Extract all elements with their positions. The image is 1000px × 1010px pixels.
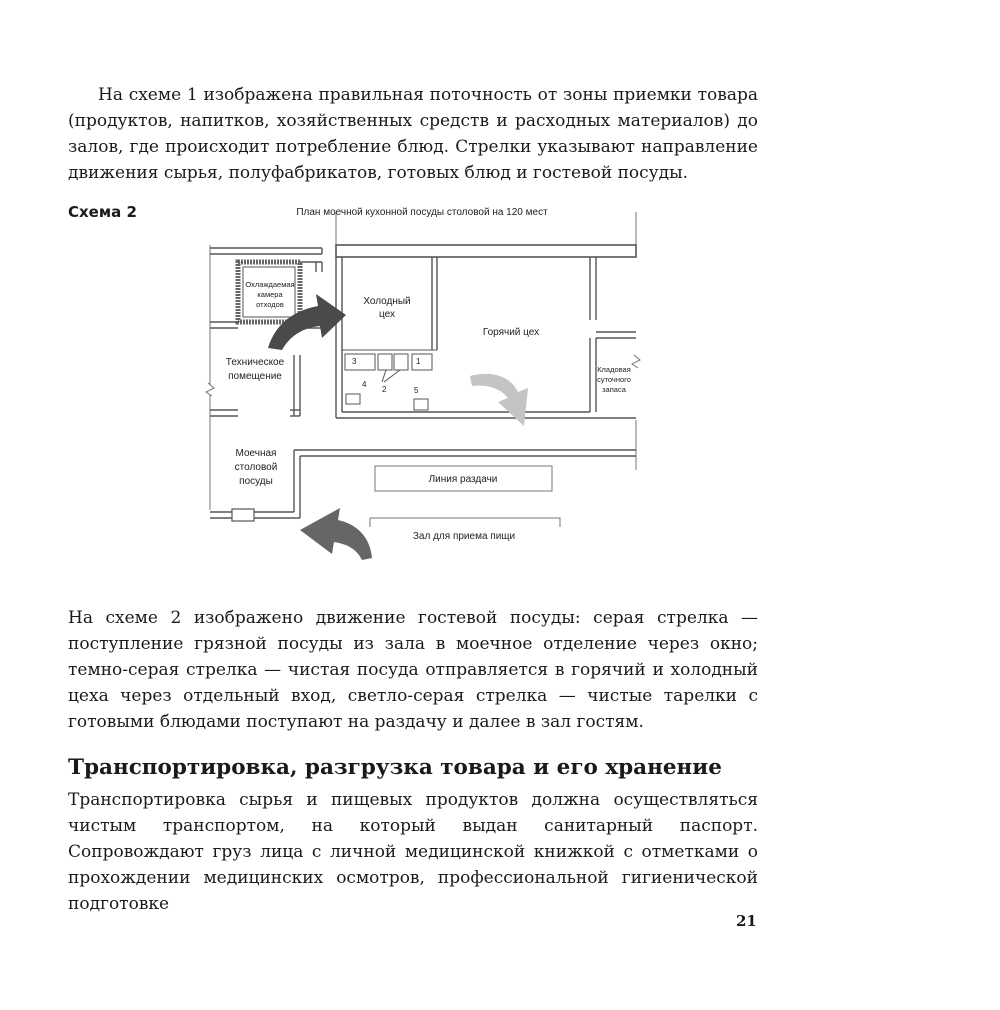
equipment-number-5: 5: [414, 386, 419, 395]
label-dining-hall: Зал для приема пищи: [412, 531, 516, 542]
label-cold-chamber-3: отходов: [256, 300, 284, 309]
equipment-number-2: 2: [382, 385, 387, 394]
label-pantry-2: суточного: [597, 375, 631, 384]
equipment-number-3: 3: [352, 357, 357, 366]
room-labels: [226, 280, 631, 542]
page-number: 21: [736, 912, 757, 930]
equipment-number-4: 4: [362, 380, 367, 389]
plan-title: План моечной кухонной посуды столовой на 120 мест: [296, 207, 548, 218]
transport-paragraph: Транспортировка сырья и пищевых продуктов должна осуществляться чистым транспортом, на который выдан санитарный паспорт. Сопровождают груз лица с личной медицинской книжкой с отметками о прохождении медицинских осмотров, профессиональной гигиенической подготовке: [68, 790, 758, 914]
label-technical-1: Техническое: [225, 357, 285, 368]
equipment-number-1: 1: [416, 357, 421, 366]
label-washing-1: Моечная: [235, 448, 277, 459]
label-serving-line: Линия раздачи: [428, 474, 498, 485]
label-washing-2: столовой: [234, 462, 278, 473]
label-cold-shop-1: Холодный: [363, 296, 411, 307]
label-pantry-3: запаса: [602, 385, 626, 394]
label-technical-2: помещение: [228, 371, 282, 382]
label-washing-3: посуды: [239, 476, 273, 487]
scheme-description-paragraph: На схеме 2 изображено движение гостевой посуды: серая стрелка — поступление грязной посуды из зала в моечное отделение через окно; темно-серая стрелка — чистая посуда отправляется в горячий и холодный цеха через отдельный вход, светло-серая стрелка — чистые тарелки с готовыми блюдами поступают на раздачу и далее в зал гостям.: [68, 608, 758, 732]
label-pantry-1: Кладовая: [597, 365, 631, 374]
label-hot-shop: Горячий цех: [482, 327, 540, 338]
intro-paragraph: На схеме 1 изображена правильная поточность от зоны приемки товара (продуктов, напитков, хозяйственных средств и расходных материалов) до залов, где происходит потребление блюд. Стрелки указывают направление движения сырья, полуфабрикатов, готовых блюд и гостевой посуды.: [68, 85, 758, 183]
grey-arrow-dirty-dishes: [300, 508, 372, 560]
label-cold-chamber-2: камера: [257, 290, 283, 299]
section-heading: Транспортировка, разгрузка товара и его хранение: [68, 755, 722, 780]
label-cold-chamber-1: Охлаждаемая: [245, 280, 295, 289]
scheme-label: Схема 2: [68, 203, 137, 221]
label-cold-shop-2: цех: [379, 309, 395, 320]
